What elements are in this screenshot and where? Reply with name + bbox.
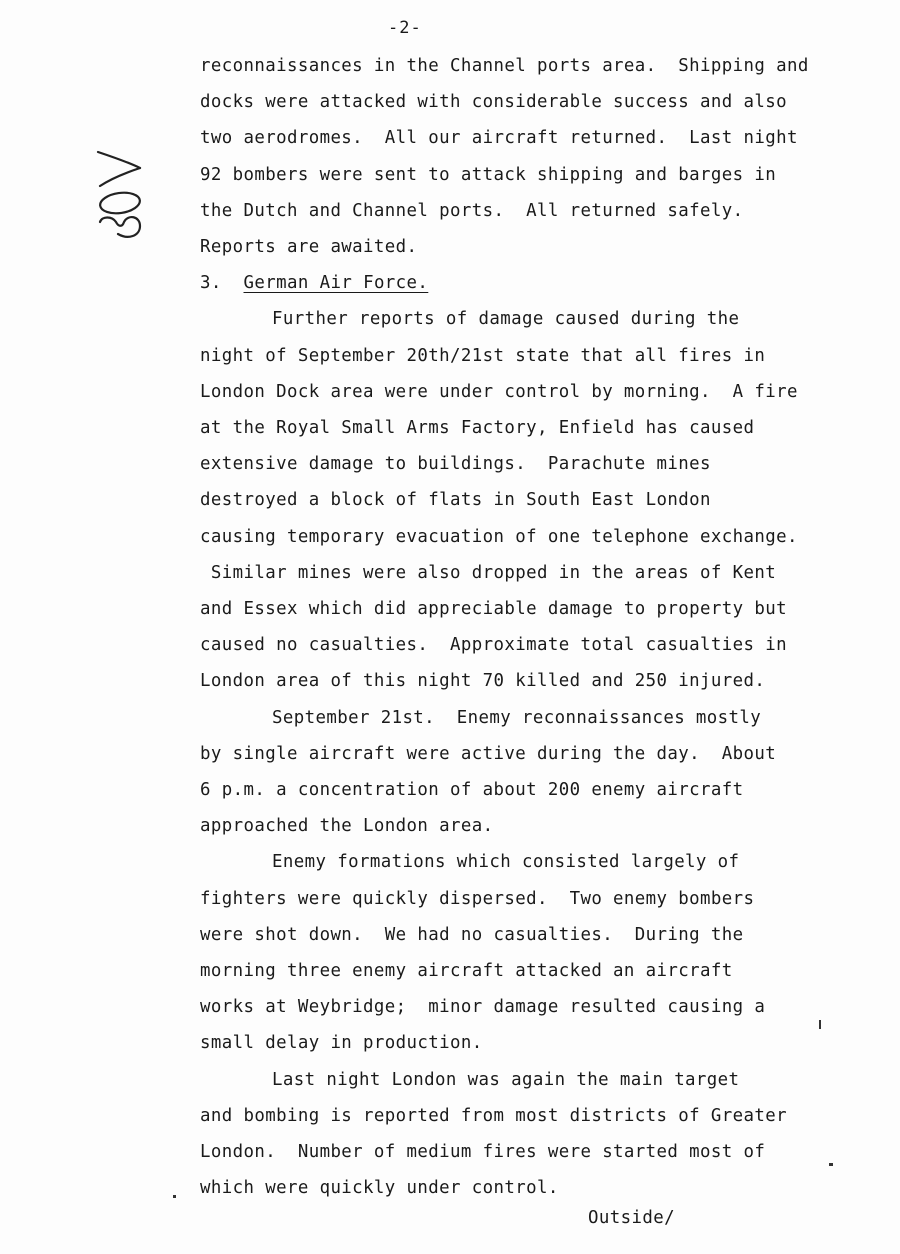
text-line: the Dutch and Channel ports. All returned safely. (200, 200, 744, 221)
paragraph-damage-reports (200, 301, 820, 699)
margin-speck (819, 1020, 821, 1029)
text-line: 6 p.m. a concentration of about 200 enemy aircraft (200, 780, 744, 801)
section-number: 3. (200, 273, 222, 294)
text-line: caused no casualties. Approximate total casualties in (200, 635, 787, 656)
paragraph-last-night (200, 1062, 820, 1207)
text-line: 92 bombers were sent to attack shipping and barges in (200, 164, 777, 185)
margin-speck (173, 1195, 176, 1198)
text-line: Last night London was again the main target (272, 1069, 740, 1090)
text-line: London. Number of medium fires were started most of (200, 1142, 766, 1163)
text-line: were shot down. We had no casualties. During the (200, 924, 744, 945)
text-line: and bombing is reported from most districts of Greater (200, 1105, 787, 1126)
text-line: Further reports of damage caused during the (272, 309, 740, 330)
text-line: morning three enemy aircraft attacked an aircraft (200, 961, 733, 982)
text-line: two aerodromes. All our aircraft returned. Last night (200, 128, 798, 149)
text-line: night of September 20th/21st state that all fires in (200, 345, 766, 366)
text-line: London Dock area were under control by morning. A fire (200, 381, 798, 402)
text-line: Enemy formations which consisted largely of (272, 852, 740, 873)
text-line: by single aircraft were active during the day. About (200, 743, 777, 764)
section-title: German Air Force. (243, 273, 429, 294)
document-body (200, 48, 820, 1207)
text-line: extensive damage to buildings. Parachute mines (200, 454, 711, 475)
handwritten-annotation (88, 150, 148, 250)
text-line: reconnaissances in the Channel ports area. Shipping and (200, 56, 809, 76)
text-line: September 21st. Enemy reconnaissances mostly (272, 707, 762, 728)
text-line: and Essex which did appreciable damage to property but (200, 599, 787, 620)
text-line: which were quickly under control. (200, 1178, 559, 1199)
text-line: fighters were quickly dispersed. Two enemy bombers (200, 888, 755, 909)
text-line: small delay in production. (200, 1033, 483, 1054)
section-heading (200, 265, 820, 301)
paragraph-enemy-formations (200, 844, 820, 1061)
page-number: -2- (388, 18, 422, 38)
text-line: Reports are awaited. (200, 237, 418, 258)
margin-speck (829, 1163, 833, 1166)
text-line: destroyed a block of flats in South East London (200, 490, 711, 511)
text-line: causing temporary evacuation of one telephone exchange. (200, 526, 798, 547)
paragraph-opening (200, 48, 820, 265)
text-line: at the Royal Small Arms Factory, Enfield has caused (200, 418, 755, 439)
text-line: London area of this night 70 killed and 250 injured. (200, 671, 766, 692)
catchword: Outside/ (588, 1208, 675, 1228)
text-line: works at Weybridge; minor damage resulted causing a (200, 997, 766, 1018)
paragraph-september-21 (200, 700, 820, 845)
text-line: Similar mines were also dropped in the areas of Kent (200, 562, 777, 583)
text-line: approached the London area. (200, 816, 494, 837)
text-line: docks were attacked with considerable success and also (200, 92, 787, 113)
